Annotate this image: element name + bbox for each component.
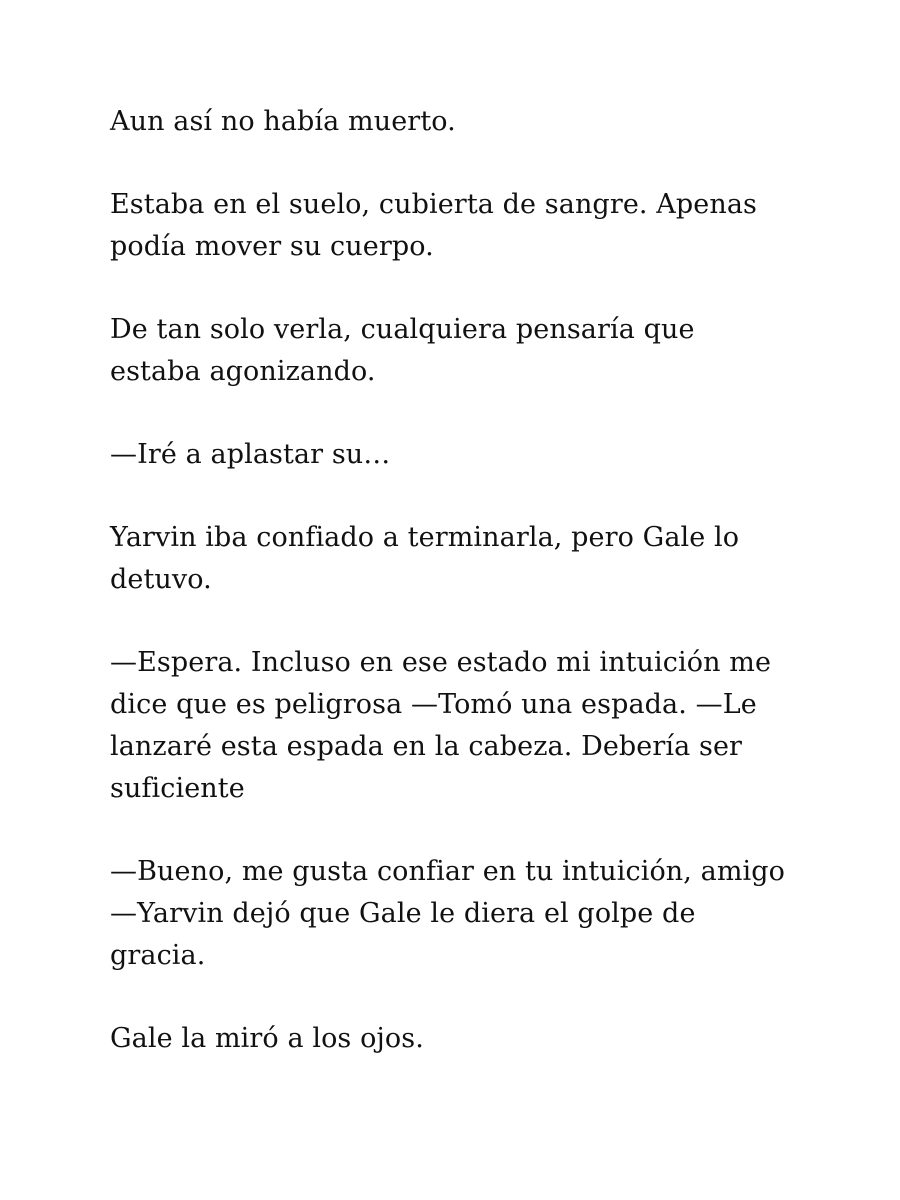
paragraph-3: De tan solo verla, cualquiera pensaría que estaba agonizando.	[110, 314, 695, 387]
paragraph-1: Aun así no había muerto.	[110, 106, 456, 137]
paragraph-5: Yarvin iba confiado a terminarla, pero Gale lo detuvo.	[110, 522, 740, 595]
paragraph-2: Estaba en el suelo, cubierta de sangre. Apenas podía mover su cuerpo.	[110, 189, 757, 262]
story-text	[110, 101, 810, 1101]
paragraph-7: —Bueno, me gusta confiar en tu intuición, amigo —Yarvin dejó que Gale le diera el golpe de gracia.	[110, 856, 786, 971]
paragraph-8: Gale la miró a los ojos.	[110, 1023, 424, 1054]
paragraph-4: —Iré a aplastar su…	[110, 439, 391, 470]
paragraph-6: —Espera. Incluso en ese estado mi intuición me dice que es peligrosa —Tomó una espada. —Le lanzaré esta espada en la cabeza. Debería ser suficiente	[110, 647, 772, 804]
